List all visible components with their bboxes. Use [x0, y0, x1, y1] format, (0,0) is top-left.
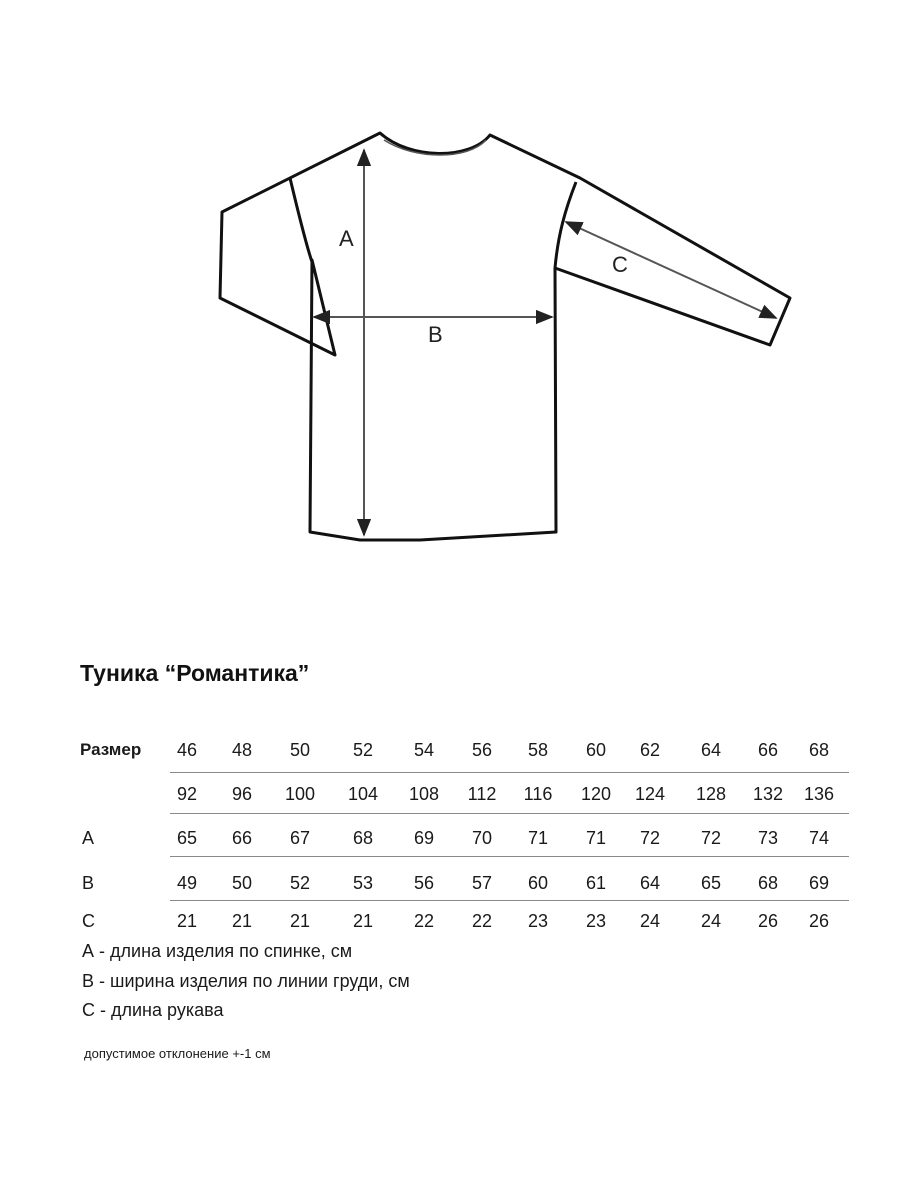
tolerance-note: допустимое отклонение +-1 см	[84, 1046, 271, 1061]
size-cell: 60	[585, 740, 607, 760]
size-cell: 58	[527, 740, 549, 760]
product-title: Туника “Романтика”	[80, 660, 310, 686]
size-cell: 68	[808, 740, 830, 760]
row-label-a: A	[82, 828, 95, 848]
size-cell: 54	[413, 740, 435, 760]
chest-cell: 116	[523, 784, 553, 804]
chest-cell: 92	[176, 784, 198, 804]
measure-b-cell: 56	[413, 873, 435, 893]
measure-a-cell: 65	[176, 828, 198, 848]
measure-b-cell: 60	[527, 873, 549, 893]
chest-cell: 124	[634, 784, 666, 804]
measure-c-cell: 21	[289, 911, 311, 931]
measure-b-cell: 65	[700, 873, 722, 893]
measure-c-cell: 24	[700, 911, 722, 931]
table-divider	[170, 900, 849, 901]
dimension-a-label: A	[339, 226, 354, 251]
measure-a-cell: 71	[527, 828, 549, 848]
row-label-c: C	[82, 911, 95, 931]
measure-b-cell: 68	[757, 873, 779, 893]
size-cell: 46	[176, 740, 198, 760]
chest-cell: 112	[467, 784, 497, 804]
chest-cell: 100	[284, 784, 316, 804]
size-cell: 64	[700, 740, 722, 760]
legend-a: А - длина изделия по спинке, см	[82, 941, 353, 961]
chest-cell: 108	[408, 784, 440, 804]
measure-a-cell: 71	[585, 828, 607, 848]
measure-b-cell: 50	[231, 873, 253, 893]
measure-c-cell: 22	[413, 911, 435, 931]
size-cell: 56	[471, 740, 493, 760]
measure-b-cell: 53	[352, 873, 374, 893]
chest-cell: 132	[752, 784, 784, 804]
chest-cell: 120	[580, 784, 612, 804]
measure-a-cell: 72	[639, 828, 661, 848]
size-cell: 48	[231, 740, 253, 760]
measure-a-cell: 68	[352, 828, 374, 848]
measure-b-cell: 57	[471, 873, 493, 893]
chest-cell: 96	[231, 784, 253, 804]
measure-c-cell: 23	[585, 911, 607, 931]
chest-cell: 128	[695, 784, 727, 804]
measure-c-cell: 24	[639, 911, 661, 931]
measure-a-cell: 69	[413, 828, 435, 848]
measure-c-cell: 26	[808, 911, 830, 931]
measure-c-cell: 21	[352, 911, 374, 931]
size-cell: 62	[639, 740, 661, 760]
measure-a-cell: 70	[471, 828, 493, 848]
dimension-c-label: C	[612, 252, 628, 277]
size-cell: 50	[289, 740, 311, 760]
measure-c-cell: 23	[527, 911, 549, 931]
measure-a-cell: 66	[231, 828, 253, 848]
measure-c-cell: 26	[757, 911, 779, 931]
measure-c-cell: 22	[471, 911, 493, 931]
chest-cell: 104	[347, 784, 379, 804]
table-divider	[170, 856, 849, 857]
measure-b-cell: 69	[808, 873, 830, 893]
legend-c: С - длина рукава	[82, 1000, 224, 1020]
measure-c-cell: 21	[231, 911, 253, 931]
measure-b-cell: 61	[585, 873, 607, 893]
measure-a-cell: 73	[757, 828, 779, 848]
table-divider	[170, 772, 849, 773]
measure-b-cell: 52	[289, 873, 311, 893]
size-cell: 66	[757, 740, 779, 760]
size-header-label: Размер	[80, 740, 142, 759]
measure-b-cell: 64	[639, 873, 661, 893]
table-divider	[170, 813, 849, 814]
measure-c-cell: 21	[176, 911, 198, 931]
measure-a-cell: 74	[808, 828, 830, 848]
size-cell: 52	[352, 740, 374, 760]
measure-a-cell: 72	[700, 828, 722, 848]
dimension-b-label: B	[428, 322, 443, 347]
legend-b: В - ширина изделия по линии груди, см	[82, 971, 410, 991]
row-label-b: B	[82, 873, 95, 893]
measure-a-cell: 67	[289, 828, 311, 848]
measure-b-cell: 49	[176, 873, 198, 893]
chest-cell: 136	[803, 784, 835, 804]
